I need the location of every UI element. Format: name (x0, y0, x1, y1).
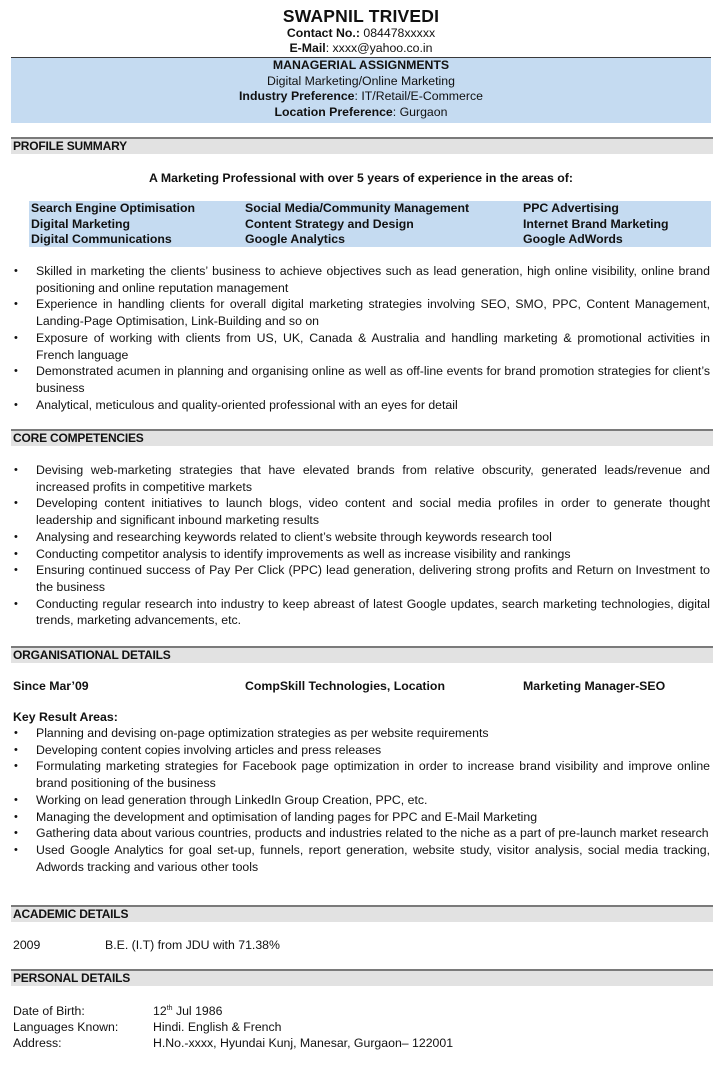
personal-details (0, 1003, 722, 1051)
email-line (0, 41, 722, 55)
list-item: • Ensuring continued success of Pay Per Click (PPC) lead generation, delivering strong profits and Return on Investment to the business (14, 563, 710, 594)
academic-degree: B.E. (I.T) from JDU with 71.38% (105, 938, 280, 952)
skill-item: Content Strategy and Design (245, 216, 414, 231)
managerial-assignments-band (11, 57, 711, 123)
address-row (0, 1035, 722, 1051)
candidate-name: SWAPNIL TRIVEDI (282, 6, 440, 26)
list-item: • Developing content initiatives to launch blogs, video content and social media profiles in order to generate thought leadership and significant inbound marketing results (14, 496, 710, 528)
list-item: • Formulating marketing strategies for Facebook page optimization in order to increase brand visibility and improve online brand positioning of the business (14, 759, 710, 791)
list-item: • Working on lead generation through LinkedIn Group Creation, PPC, etc. (14, 792, 428, 807)
location-value: : Gurgaon (392, 104, 448, 119)
industry-label: Industry Preference (239, 89, 355, 103)
bullet-icon: • (14, 530, 18, 543)
section-header-personal-details: PERSONAL DETAILS (11, 969, 713, 986)
list-item: • Experience in handling clients for overall digital marketing strategies involving SEO, SMO, PPC, Content Management, Landing-Page Optimisation, Link-Building and so on (14, 297, 710, 329)
bullet-icon: • (14, 464, 18, 476)
dob-value: 12th Jul 1986 (153, 1004, 223, 1018)
languages-row (0, 1019, 722, 1035)
bullet-icon: • (14, 827, 18, 840)
bullet-icon: • (14, 760, 18, 773)
list-item: • Analytical, meticulous and quality-oriented professional with an eyes for detail (14, 397, 458, 412)
bullet-icon: • (14, 810, 18, 823)
designation: Marketing Manager-SEO (523, 679, 666, 693)
location-preference (11, 105, 711, 121)
list-item: • Devising web-marketing strategies that have elevated brands from relative obscurity, generated leads/revenue and increased profits in competitive markets (14, 463, 710, 494)
bullet-icon: • (14, 331, 18, 344)
employment-since: Since Mar’09 (13, 679, 89, 693)
bullet-icon: • (14, 398, 18, 411)
managerial-subtitle: Digital Marketing/Online Marketing (267, 73, 455, 88)
list-item: • Planning and devising on-page optimization strategies as per website requirements (14, 726, 489, 740)
languages-label: Languages Known: (13, 1020, 119, 1034)
email-value: : xxxx@yahoo.co.in (325, 41, 433, 55)
skill-item: Digital Marketing (31, 216, 131, 231)
industry-preference (11, 89, 711, 105)
core-competencies-list (0, 462, 722, 629)
skills-column-3 (523, 201, 669, 248)
languages-value: Hindi. English & French (153, 1020, 282, 1034)
contact-label: Contact No.: (286, 26, 360, 40)
address-value: H.No.-xxxx, Hyundai Kunj, Manesar, Gurgaon– 122001 (153, 1036, 454, 1050)
academic-year: 2009 (13, 938, 41, 952)
dob-row (0, 1003, 722, 1019)
bullet-icon: • (14, 727, 18, 739)
contact-line (0, 26, 722, 40)
bullet-icon: • (14, 564, 18, 577)
list-item: • Used Google Analytics for goal set-up, funnels, report generation, website study, visitor analysis, social media tracking, Adwords tracking and various other tools (14, 842, 710, 874)
skill-item: Google AdWords (523, 232, 623, 246)
list-item: • Conducting competitor analysis to identify improvements as well as increase visibility and rankings (14, 546, 571, 561)
section-header-organisational-details: ORGANISATIONAL DETAILS (11, 646, 713, 663)
key-result-areas-list (0, 725, 722, 875)
list-item: • Skilled in marketing the clients’ business to achieve objectives such as lead generation, high online visibility, online brand positioning and online reputation management (14, 264, 710, 295)
list-item: • Analysing and researching keywords related to client’s website through keywords research tool (14, 529, 552, 544)
section-header-academic-details: ACADEMIC DETAILS (11, 905, 713, 922)
bullet-icon: • (14, 793, 18, 806)
skill-item: Digital Communications (31, 232, 172, 246)
list-item: • Managing the development and optimisation of landing pages for PPC and E-Mail Marketing (14, 809, 538, 824)
email-label: E-Mail (289, 41, 326, 55)
bullet-icon: • (14, 597, 18, 610)
bullet-icon: • (14, 298, 18, 311)
address-label: Address: (13, 1036, 62, 1050)
skill-item: Search Engine Optimisation (31, 201, 195, 215)
location-label: Location Preference (274, 104, 393, 119)
skill-item: PPC Advertising (523, 201, 619, 215)
skills-band (29, 201, 711, 247)
bullet-icon: • (14, 497, 18, 510)
contact-value: 084478xxxxx (359, 26, 436, 40)
list-item: • Exposure of working with clients from US, UK, Canada & Australia and handling marketing & promotional activities in French language (14, 330, 710, 362)
profile-intro: A Marketing Professional with over 5 years of experience in the areas of: (149, 171, 573, 185)
bullet-icon: • (14, 265, 18, 277)
bullet-icon: • (14, 365, 18, 378)
skills-column-2 (245, 201, 469, 248)
profile-summary-list (0, 263, 722, 413)
industry-value: : IT/Retail/E-Commerce (354, 89, 483, 103)
dob-label: Date of Birth: (13, 1004, 85, 1018)
bullet-icon: • (14, 843, 18, 856)
employer-name: CompSkill Technologies, Location (245, 679, 445, 693)
section-header-profile-summary: PROFILE SUMMARY (11, 137, 713, 154)
managerial-title: MANAGERIAL ASSIGNMENTS (272, 58, 450, 72)
key-result-areas-label: Key Result Areas: (13, 710, 118, 724)
list-item: • Gathering data about various countries, products and industries related to the niche as a part of pre-launch market research (14, 826, 709, 841)
list-item: • Developing content copies involving articles and press releases (14, 742, 382, 757)
bullet-icon: • (14, 547, 18, 560)
skill-item: Google Analytics (245, 232, 345, 246)
list-item: • Demonstrated acumen in planning and organising online as well as off-line events for brand promotion strategies for client’s business (14, 364, 710, 395)
list-item: • Conducting regular research into industry to keep abreast of latest Google updates, search marketing technologies, digital trends, marketing advancements, etc. (14, 596, 710, 628)
skills-column-1 (31, 201, 195, 248)
bullet-icon: • (14, 743, 18, 756)
skill-item: Social Media/Community Management (245, 201, 470, 215)
skill-item: Internet Brand Marketing (523, 216, 669, 231)
section-header-core-competencies: CORE COMPETENCIES (11, 429, 713, 446)
